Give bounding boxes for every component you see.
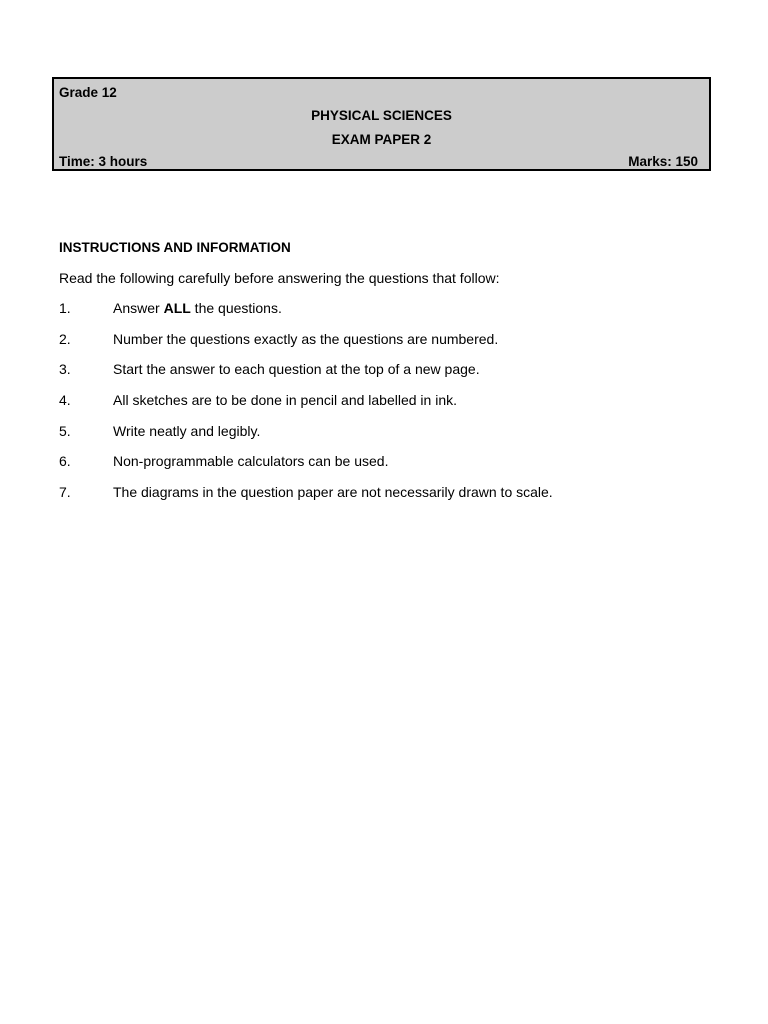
instruction-text: Non-programmable calculators can be used. xyxy=(113,453,389,470)
instruction-text-after: the questions. xyxy=(190,300,282,316)
instruction-text: All sketches are to be done in pencil and labelled in ink. xyxy=(113,392,457,409)
instruction-number: 5. xyxy=(59,422,71,439)
instruction-text-before: Answer xyxy=(113,300,164,316)
instruction-number: 4. xyxy=(59,392,71,409)
total-marks: Marks: 150 xyxy=(628,154,698,169)
instruction-text: The diagrams in the question paper are not necessarily drawn to scale. xyxy=(113,484,553,501)
instruction-number: 2. xyxy=(59,330,71,347)
instruction-item-1 xyxy=(59,300,739,331)
instruction-number: 7. xyxy=(59,484,71,501)
instruction-item-7 xyxy=(59,484,739,515)
instruction-number: 3. xyxy=(59,361,71,378)
instruction-item-2 xyxy=(59,331,739,362)
grade-label: Grade 12 xyxy=(59,85,117,100)
instruction-text-emphasis: ALL xyxy=(163,300,191,316)
time-allowed: Time: 3 hours xyxy=(59,154,148,169)
instruction-item-5 xyxy=(59,423,739,454)
paper-title: EXAM PAPER 2 xyxy=(331,132,432,147)
subject-title: PHYSICAL SCIENCES xyxy=(311,108,452,123)
instructions-heading: INSTRUCTIONS AND INFORMATION xyxy=(59,240,291,255)
instruction-item-3 xyxy=(59,361,739,392)
instruction-text: Start the answer to each question at the top of a new page. xyxy=(113,361,480,378)
instruction-item-4 xyxy=(59,392,739,423)
instruction-number: 1. xyxy=(59,300,71,316)
exam-header-box xyxy=(52,77,711,171)
instruction-text xyxy=(113,300,282,317)
instruction-item-6 xyxy=(59,453,739,484)
instruction-text: Number the questions exactly as the questions are numbered. xyxy=(113,330,499,347)
instruction-number: 6. xyxy=(59,453,71,470)
instructions-list xyxy=(59,300,739,515)
instruction-text: Write neatly and legibly. xyxy=(113,422,261,439)
instructions-intro: Read the following carefully before answering the questions that follow: xyxy=(59,270,500,286)
